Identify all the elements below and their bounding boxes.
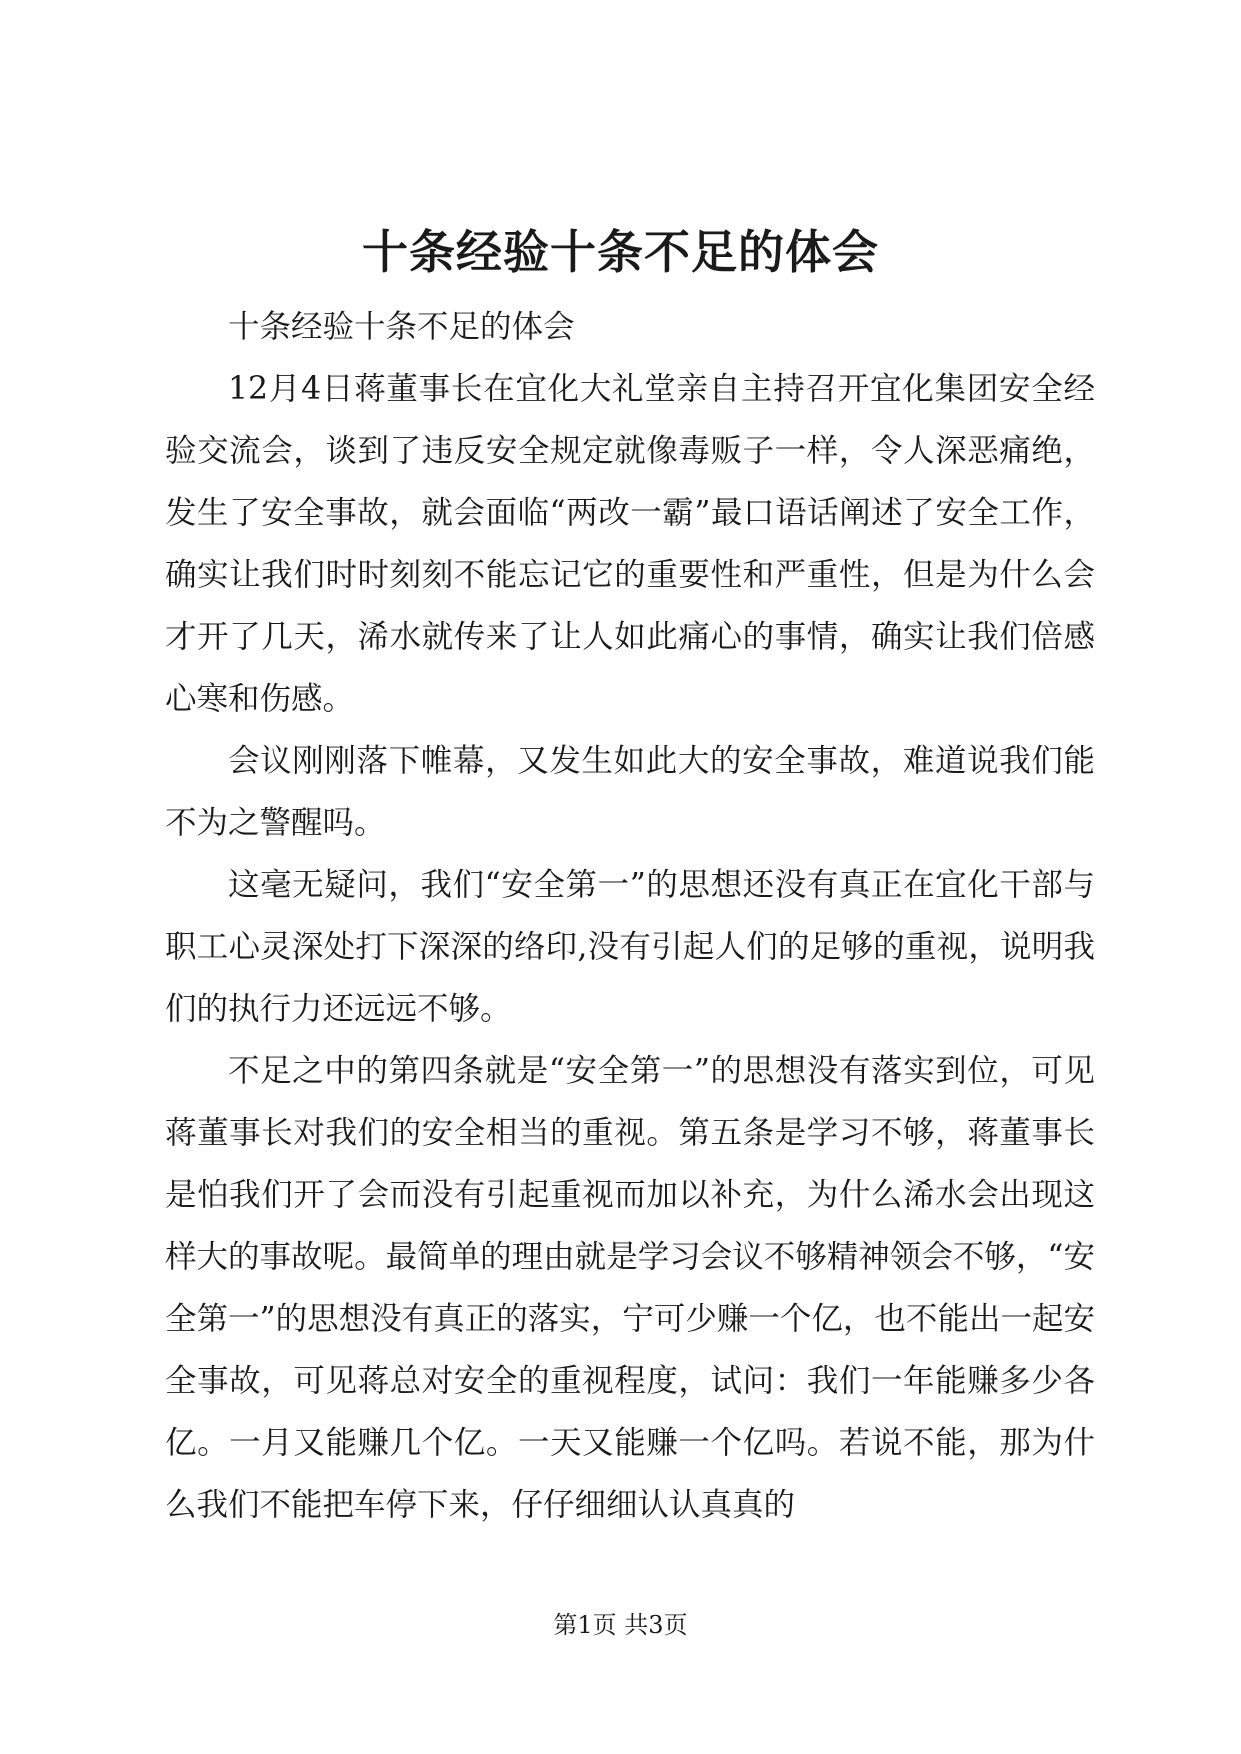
page-footer: 第1页 共3页 bbox=[553, 1611, 688, 1639]
paragraph: 不足之中的第四条就是“安全第一”的思想没有落实到位，可见蒋董事长对我们的安全相当的重视。第五条是学习不够，蒋董事长是怕我们开了会而没有引起重视而加以补充，为什么浠水会出现这样大的事故呢。最简单的理由就是学习会议不够精神领会不够，“安全第一”的思想没有真正的落实，宁可少赚一个亿，也不能出一起安全事故，可见蒋总对安全的重视程度，试问：我们一年能赚多少各亿。一月又能赚几个亿。一天又能赚一个亿吗。若说不能，那为什么我们不能把车停下来，仔仔细细认认真真的 bbox=[165, 1053, 1095, 1523]
document-title: 十条经验十条不足的体会 bbox=[362, 225, 879, 279]
paragraph: 会议刚刚落下帷幕，又发生如此大的安全事故，难道说我们能不为之警醒吗。 bbox=[165, 743, 1095, 841]
paragraph: 这毫无疑问，我们“安全第一”的思想还没有真正在宜化干部与职工心灵深处打下深深的络印,没有引起人们的足够的重视，说明我们的执行力还远远不够。 bbox=[165, 867, 1095, 1027]
paragraph: 12月4日蒋董事长在宜化大礼堂亲自主持召开宜化集团安全经验交流会，谈到了违反安全规定就像毒贩子一样，令人深恶痛绝，发生了安全事故，就会面临“两改一霸”最口语话阐述了安全工作，确实让我们时时刻刻不能忘记它的重要性和严重性，但是为什么会才开了几天，浠水就传来了让人如此痛心的事情，确实让我们倍感心寒和伤感。 bbox=[165, 371, 1095, 717]
paragraph-subtitle: 十条经验十条不足的体会 bbox=[228, 309, 575, 345]
document-body bbox=[165, 296, 1095, 1536]
